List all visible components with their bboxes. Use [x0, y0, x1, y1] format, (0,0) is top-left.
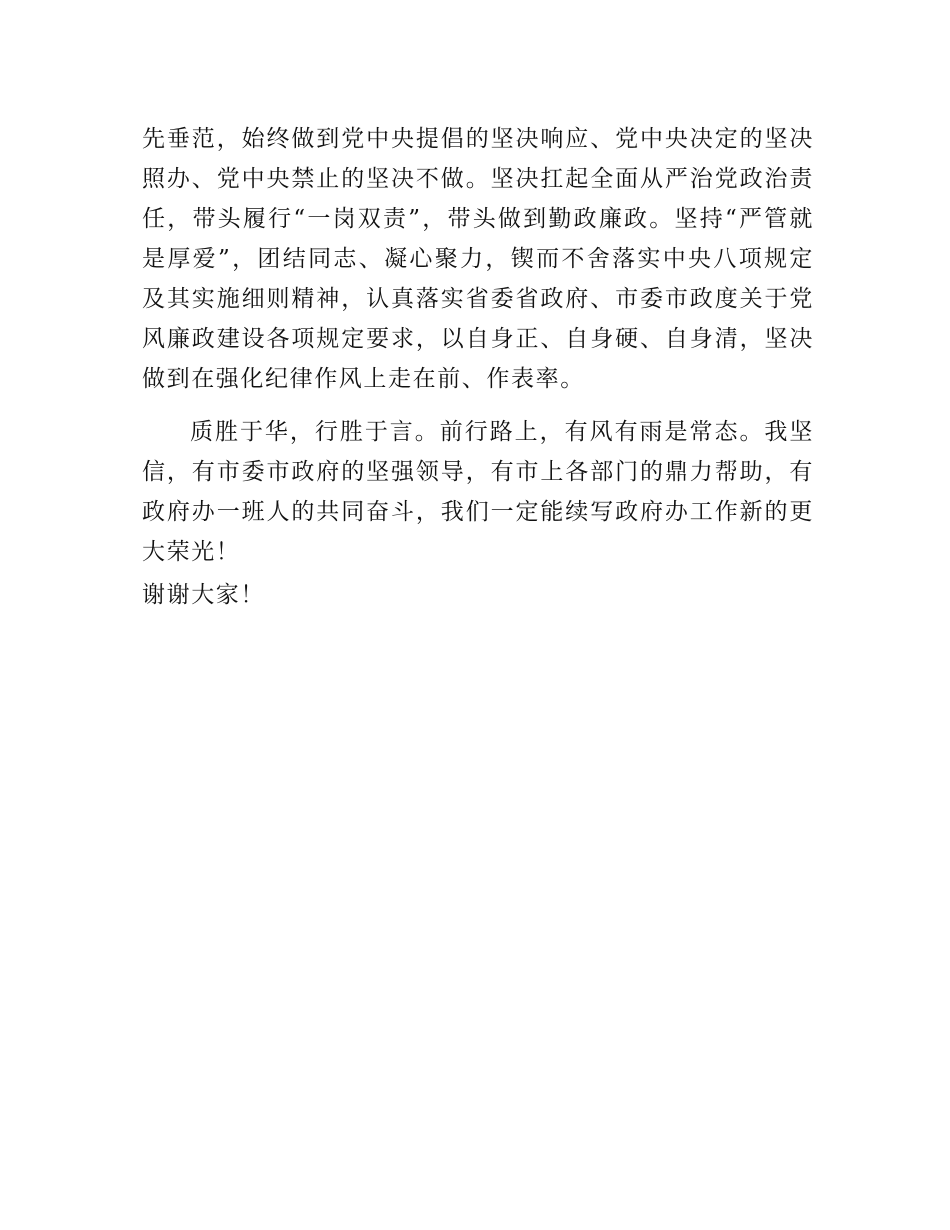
body-paragraph-1: 先垂范，始终做到党中央提倡的坚决响应、党中央决定的坚决照办、党中央禁止的坚决不做。坚决扛起全面从严治党政治责任，带头履行“一岗双责”，带头做到勤政廉政。坚持“严管就是厚爱”，团结同志、凝心聚力，锲而不舍落实中央八项规定及其实施细则精神，认真落实省委省政府、市委市政度关于党风廉政建设各项规定要求，以自身正、自身硬、自身清，坚决做到在强化纪律作风上走在前、作表率。: [142, 126, 814, 392]
closing-line: 谢谢大家！: [142, 582, 265, 608]
document-body: [142, 119, 814, 615]
body-paragraph-2: 质胜于华，行胜于言。前行路上，有风有雨是常态。我坚信，有市委市政府的坚强领导，有市上各部门的鼎力帮助，有政府办一班人的共同奋斗，我们一定能续写政府办工作新的更大荣光！: [142, 419, 814, 565]
